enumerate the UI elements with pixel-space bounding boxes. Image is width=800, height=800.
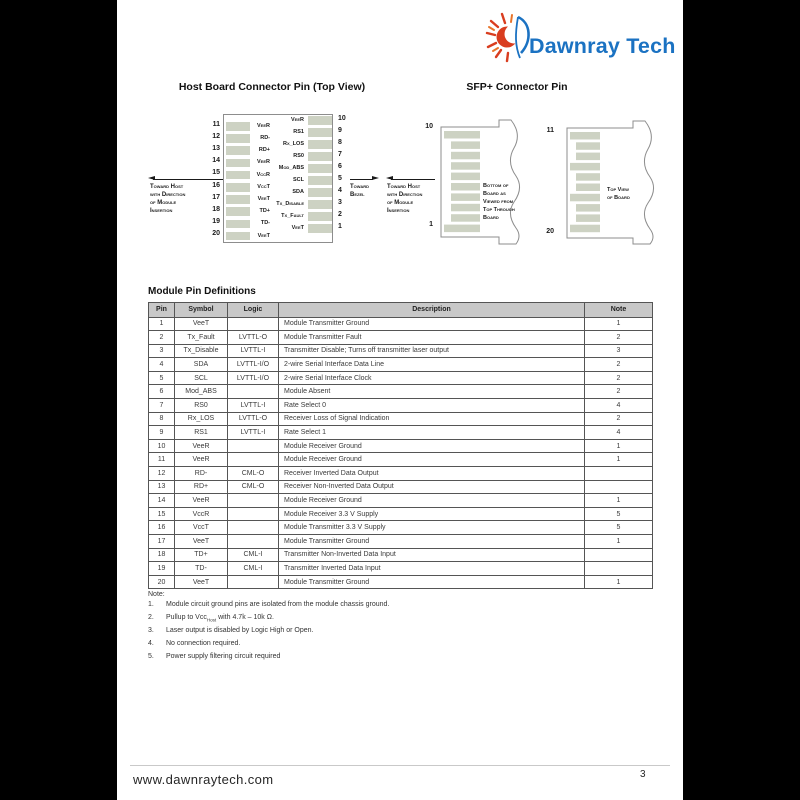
connector-pad (451, 152, 480, 160)
table-cell: CML-O (228, 480, 279, 494)
table-cell (228, 575, 279, 589)
table-row (149, 480, 653, 494)
connector-pad (451, 183, 480, 191)
pin-label: Mod_ABS (278, 165, 304, 171)
pin-label: RS1 (293, 128, 304, 135)
connector-pad (570, 194, 600, 202)
table-cell: 1 (585, 453, 653, 467)
table-row (149, 331, 653, 345)
pin-number: 18 (212, 205, 220, 213)
pin-label: VeeT (291, 225, 304, 232)
table-cell: LVTTL-I/O (228, 371, 279, 385)
table-cell: Receiver Loss of Signal Indication (279, 412, 585, 426)
table-cell: 2 (585, 385, 653, 399)
table-cell: 10 (149, 439, 175, 453)
connector-pad (308, 152, 332, 161)
toward-host-annotation: Toward Host with Direction of Module Insertion (150, 184, 186, 214)
table-cell: 7 (149, 399, 175, 413)
table-cell: Rx_LOS (175, 412, 228, 426)
pin-number: 13 (212, 144, 220, 152)
table-row (149, 467, 653, 481)
diagram-area (117, 0, 683, 282)
table-cell: RS1 (175, 426, 228, 440)
connector-pad (451, 214, 480, 222)
table-cell (228, 439, 279, 453)
table-cell (585, 562, 653, 576)
pin-label: TD- (260, 220, 270, 227)
table-cell: Tx_Disable (175, 344, 228, 358)
toward-bezel-annotation: Toward Bezel (350, 184, 369, 198)
pin-number: 9 (338, 126, 342, 134)
table-cell: 11 (149, 453, 175, 467)
pin-number: 19 (212, 218, 220, 226)
pin-label: RS0 (293, 152, 304, 159)
table-cell: VeeR (175, 439, 228, 453)
connector-pad (308, 212, 332, 221)
table-cell: 2 (149, 331, 175, 345)
arrow-line (153, 179, 223, 180)
col-header-pin: Pin (149, 303, 175, 318)
connector-pad (576, 173, 600, 181)
page-number: 3 (640, 769, 646, 780)
table-cell: Rate Select 1 (279, 426, 585, 440)
table-cell: 14 (149, 494, 175, 508)
table-cell (228, 494, 279, 508)
host-connector-box (223, 114, 333, 243)
pin-number: 10 (338, 114, 346, 122)
table-cell: VeeR (175, 494, 228, 508)
col-header-symbol: Symbol (175, 303, 228, 318)
table-row (149, 453, 653, 467)
connector-pad (308, 200, 332, 209)
table-cell: 1 (585, 317, 653, 331)
connector-pad (226, 171, 250, 180)
table-cell: 5 (149, 371, 175, 385)
pin-label: Tx_Disable (276, 201, 304, 208)
pin-label: SCL (293, 177, 304, 184)
sfp-diagram-title: SFP+ Connector Pin (466, 81, 568, 93)
connector-pad (576, 184, 600, 192)
connector-pad (576, 142, 600, 150)
table-cell (585, 480, 653, 494)
table-cell: 2-wire Serial Interface Clock (279, 371, 585, 385)
table-row (149, 575, 653, 589)
connector-pad (308, 224, 332, 233)
table-cell: 19 (149, 562, 175, 576)
table-cell: Tx_Fault (175, 331, 228, 345)
table-cell: Transmitter Inverted Data Input (279, 562, 585, 576)
pin-number: 3 (338, 198, 342, 206)
table-cell: VeeT (175, 317, 228, 331)
table-cell: Rate Select 0 (279, 399, 585, 413)
table-row (149, 426, 653, 440)
connector-pad (226, 122, 250, 131)
sfp-pin-number: 1 (429, 221, 433, 228)
table-row (149, 399, 653, 413)
table-cell: 1 (149, 317, 175, 331)
pin-label: VeeR (291, 116, 304, 123)
connector-pad (226, 183, 250, 192)
note-item: 5. Power supply filtering circuit required (148, 652, 281, 660)
table-row (149, 371, 653, 385)
connector-pad (444, 131, 480, 139)
connector-pad (576, 153, 600, 161)
pin-label: VccR (256, 171, 270, 178)
note-item: 1. Module circuit ground pins are isolated from the module chassis ground. (148, 601, 390, 608)
table-cell: 5 (585, 521, 653, 535)
pin-number: 4 (338, 186, 342, 194)
connector-pad (576, 204, 600, 212)
pin-label: VccT (257, 183, 270, 190)
table-cell: 4 (149, 358, 175, 372)
top-board-label: Top View of Board (607, 187, 630, 201)
connector-pad (226, 159, 250, 168)
table-cell: LVTTL-I/O (228, 358, 279, 372)
notes-section (148, 590, 389, 664)
pin-number: 5 (338, 174, 342, 182)
pin-number: 16 (212, 181, 220, 189)
table-row (149, 535, 653, 549)
pin-number: 14 (212, 157, 220, 165)
table-cell: 20 (149, 575, 175, 589)
sfp-pin-number: 11 (546, 127, 554, 134)
connector-pad (570, 163, 600, 171)
sfp-pin-number: 10 (425, 123, 433, 130)
table-cell: VeeT (175, 575, 228, 589)
pin-label: TD+ (259, 208, 270, 215)
connector-pad (226, 195, 250, 204)
pin-table-body (149, 317, 653, 589)
table-cell: 1 (585, 494, 653, 508)
sfp-top-board (561, 118, 665, 250)
table-row (149, 507, 653, 521)
arrow-right-icon (372, 176, 379, 180)
note-item: 2. Pullup to Vcc$_{Host}$ with 4.7k – 10k Ω. (148, 613, 274, 623)
pin-label: VeeR (257, 159, 270, 166)
table-cell: Module Transmitter 3.3 V Supply (279, 521, 585, 535)
table-cell: Module Transmitter Ground (279, 575, 585, 589)
footer-url: www.dawnraytech.com (133, 772, 274, 787)
table-row (149, 548, 653, 562)
connector-pad (451, 141, 480, 149)
table-cell: VccT (175, 521, 228, 535)
connector-pad (308, 164, 332, 173)
bottom-board-label: Bottom of Board as Viewed from Top Through Board (483, 183, 515, 221)
table-cell: 4 (585, 399, 653, 413)
table-cell: 8 (149, 412, 175, 426)
table-row (149, 317, 653, 331)
document-page (117, 0, 683, 800)
arrow-line (391, 179, 435, 180)
arrow-left-icon (386, 176, 393, 180)
connector-pad (576, 214, 600, 222)
table-cell: LVTTL-O (228, 412, 279, 426)
footer-divider (130, 765, 670, 766)
table-cell: 12 (149, 467, 175, 481)
table-cell: Module Transmitter Ground (279, 317, 585, 331)
table-cell: CML-I (228, 562, 279, 576)
connector-pad (308, 176, 332, 185)
table-cell: CML-I (228, 548, 279, 562)
pin-number: 8 (338, 138, 342, 146)
connector-pad (308, 140, 332, 149)
table-cell: VeeR (175, 453, 228, 467)
table-cell: Module Receiver Ground (279, 453, 585, 467)
table-cell: TD- (175, 562, 228, 576)
table-cell (228, 317, 279, 331)
connector-pad (451, 162, 480, 170)
pin-label: VeeR (257, 122, 270, 129)
table-cell: LVTTL-I (228, 344, 279, 358)
table-cell: 2 (585, 412, 653, 426)
table-cell: RD+ (175, 480, 228, 494)
table-cell: 9 (149, 426, 175, 440)
table-cell: VeeT (175, 535, 228, 549)
table-row (149, 358, 653, 372)
table-cell (585, 467, 653, 481)
arrow-left-icon (148, 176, 155, 180)
table-cell (228, 535, 279, 549)
table-cell: 5 (585, 507, 653, 521)
table-cell: Module Absent (279, 385, 585, 399)
table-cell: TD+ (175, 548, 228, 562)
table-cell: Module Transmitter Ground (279, 535, 585, 549)
table-row (149, 562, 653, 576)
connector-pad (308, 188, 332, 197)
table-cell: Module Transmitter Fault (279, 331, 585, 345)
table-cell: SDA (175, 358, 228, 372)
table-cell: Transmitter Non-Inverted Data Input (279, 548, 585, 562)
table-cell (228, 521, 279, 535)
table-cell: 6 (149, 385, 175, 399)
table-cell (585, 548, 653, 562)
note-item: 3. Laser output is disabled by Logic High or Open. (148, 626, 314, 634)
table-row (149, 521, 653, 535)
connector-pad (308, 116, 332, 125)
table-cell: SCL (175, 371, 228, 385)
table-cell: RS0 (175, 399, 228, 413)
pin-number: 15 (212, 169, 220, 177)
connector-pad (308, 128, 332, 137)
table-cell: Module Receiver Ground (279, 439, 585, 453)
pin-number: 11 (212, 120, 220, 128)
connector-pad (570, 225, 600, 233)
table-cell: 4 (585, 426, 653, 440)
pin-number: 7 (338, 150, 342, 158)
table-cell: CML-O (228, 467, 279, 481)
table-cell: 16 (149, 521, 175, 535)
table-cell: 13 (149, 480, 175, 494)
pin-number: 2 (338, 210, 342, 218)
pin-label: Tx_Fault (281, 213, 304, 220)
connector-pad (451, 193, 480, 201)
table-cell: LVTTL-O (228, 331, 279, 345)
connector-pad (451, 173, 480, 181)
table-cell: 2-wire Serial Interface Data Line (279, 358, 585, 372)
table-cell: Mod_ABS (175, 385, 228, 399)
col-header-note: Note (585, 303, 653, 318)
pin-label: SDA (292, 189, 304, 196)
connector-pad (444, 225, 480, 233)
col-header-description: Description (279, 303, 585, 318)
pin-table-section (148, 286, 652, 589)
table-cell: Module Receiver Ground (279, 494, 585, 508)
connector-pad (226, 134, 250, 143)
connector-pad (226, 146, 250, 155)
table-cell: Transmitter Disable; Turns off transmitter laser output (279, 344, 585, 358)
note-item: 4. No connection required. (148, 639, 241, 647)
pin-number: 20 (212, 230, 220, 238)
pin-label: VeeT (257, 196, 270, 202)
table-cell: 18 (149, 548, 175, 562)
connector-pad (226, 220, 250, 229)
pin-number: 17 (212, 193, 220, 201)
pin-label: Rx_LOS (282, 140, 304, 147)
connector-pad (570, 132, 600, 140)
table-cell: 15 (149, 507, 175, 521)
table-row (149, 439, 653, 453)
table-cell: RD- (175, 467, 228, 481)
table-row (149, 494, 653, 508)
table-cell: Receiver Inverted Data Output (279, 467, 585, 481)
connector-pad (226, 207, 250, 216)
table-cell: 2 (585, 331, 653, 345)
table-cell: 2 (585, 371, 653, 385)
table-title: Module Pin Definitions (148, 286, 256, 297)
table-row (149, 412, 653, 426)
table-cell: 2 (585, 358, 653, 372)
col-header-logic: Logic (228, 303, 279, 318)
sfp-pin-number: 20 (546, 228, 554, 235)
pin-label: RD- (260, 135, 270, 141)
table-cell (228, 385, 279, 399)
table-header-row (149, 303, 653, 318)
table-cell: LVTTL-I (228, 399, 279, 413)
connector-pad (451, 204, 480, 212)
notes-label: Note: (148, 591, 165, 598)
table-cell: 17 (149, 535, 175, 549)
table-cell: 3 (149, 344, 175, 358)
pin-definitions-table (148, 302, 653, 589)
table-cell: Module Receiver 3.3 V Supply (279, 507, 585, 521)
table-cell: 1 (585, 575, 653, 589)
table-cell: Receiver Non-Inverted Data Output (279, 480, 585, 494)
pin-label: RD+ (258, 147, 270, 154)
table-cell (228, 453, 279, 467)
pin-number: 1 (338, 222, 342, 230)
table-row (149, 385, 653, 399)
pin-number: 12 (212, 132, 220, 140)
table-cell: VccR (175, 507, 228, 521)
table-cell: 1 (585, 535, 653, 549)
pin-number: 6 (338, 162, 342, 170)
table-cell: LVTTL-I (228, 426, 279, 440)
pin-label: VeeT (257, 232, 270, 239)
table-cell (228, 507, 279, 521)
toward-host-annotation: Toward Host with Direction of Module Insertion (387, 184, 423, 214)
table-cell: 1 (585, 439, 653, 453)
connector-pad (226, 232, 250, 241)
host-diagram-title: Host Board Connector Pin (Top View) (178, 81, 366, 93)
table-cell: 3 (585, 344, 653, 358)
logo-wordmark: Dawnray Tech (529, 34, 676, 58)
table-row (149, 344, 653, 358)
